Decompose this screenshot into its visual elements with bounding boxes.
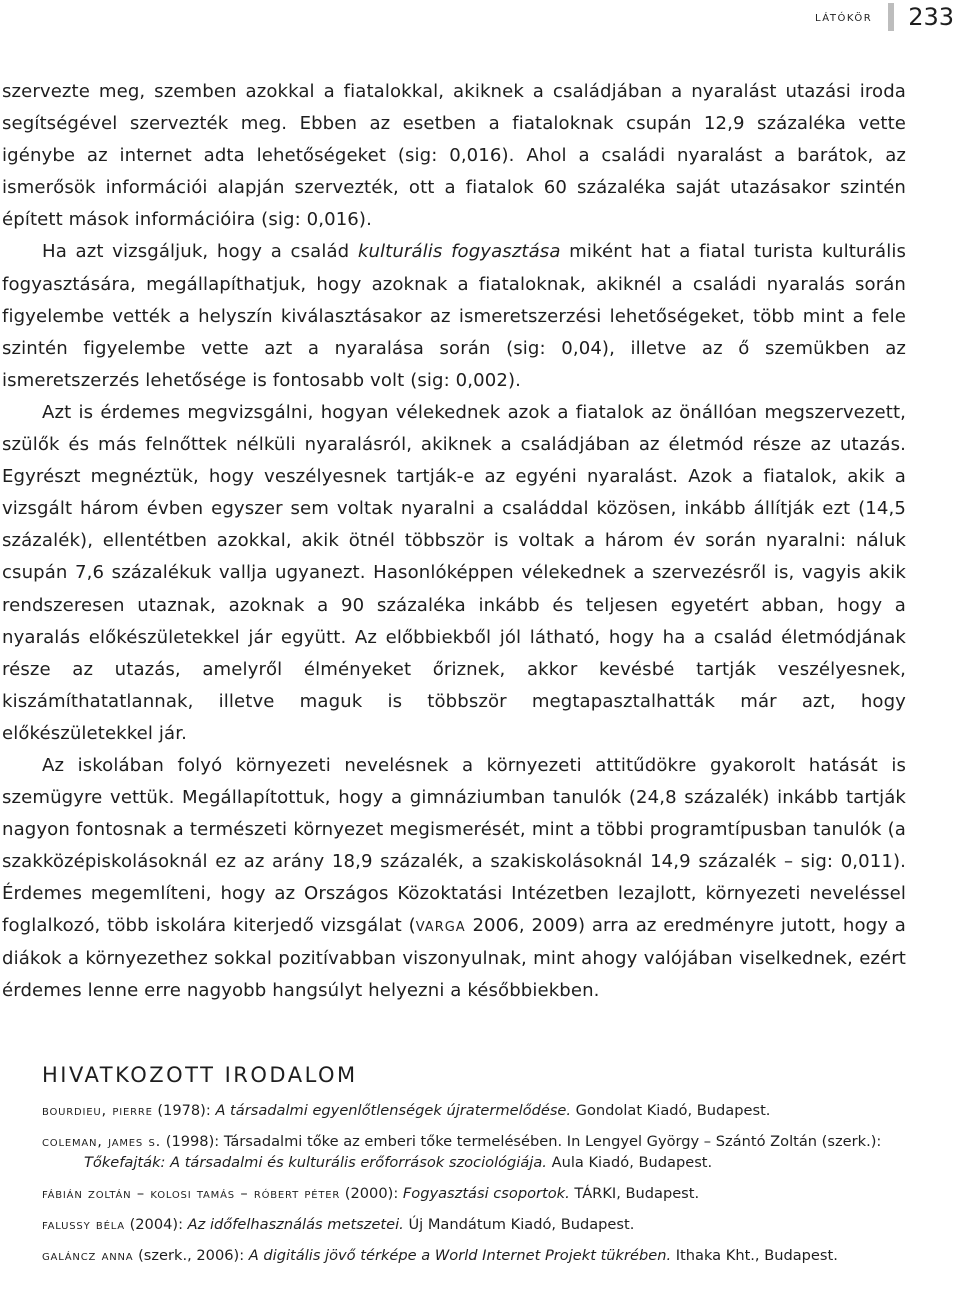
reference-entry	[42, 1131, 882, 1173]
reference-detail: (1978):	[152, 1102, 216, 1119]
paragraph-4-text-a: Az iskolában folyó környezeti nevelésnek a környezeti attitűdökre gyakorolt hatását is szemügyre vettük. Megállapítottuk, hogy a gimnáziumban tanulók (24,8 százalék) inkább tartják nagyon fontosnak a természeti környezet megismerését, mint a többi programtípusban tanulók (a szakközépiskolásoknál ez az arány 18,9 százalék, a szakiskolásoknál 14,9 százalék – sig: 0,011). Érdemes megemlíteni, hogy az Országos Közoktatási Intézetben lezajlott, környezeti neveléssel foglalkozó, több iskolára kiterjedő vizsgálat (	[2, 754, 906, 937]
reference-publisher: Gondolat Kiadó, Budapest.	[571, 1102, 771, 1119]
reference-author: fábián zoltán – kolosi tamás – róbert péter	[42, 1185, 341, 1202]
page-header	[815, 2, 960, 32]
reference-publisher: Új Mandátum Kiadó, Budapest.	[403, 1216, 635, 1233]
reference-author: falussy béla	[42, 1216, 125, 1233]
paragraph-2-text-a: Ha azt vizsgáljuk, hogy a család	[42, 241, 358, 263]
paragraph-4-text-b: 2006, 2009) arra az eredményre jutott, hogy a diákok a környezethez sokkal pozitívabban viszonyulnak, mint ahogy valójában viselkednek, ezért érdemes lenne erre nagyobb hangsúlyt helyezni a későbbiekben.	[2, 915, 906, 1001]
reference-entry	[42, 1245, 882, 1266]
body-text	[2, 76, 906, 1007]
running-head: látókör	[815, 9, 873, 25]
reference-title: A társadalmi egyenlőtlenségek újratermelődése.	[215, 1102, 572, 1119]
reference-author: galáncz anna	[42, 1247, 134, 1264]
header-divider	[888, 3, 894, 31]
reference-title: A digitális jövő térképe a World Internet Projekt tükrében.	[248, 1247, 672, 1264]
paragraph-3: Azt is érdemes megvizsgálni, hogyan vélekednek azok a fiatalok az önállóan megszervezett, szülők és más felnőttek nélküli nyaralásról, akiknek a családjában az életmód része az utazás. Egyrészt megnéztük, hogy veszélyesnek tartják-e az egyéni nyaralást. Azok a fiatalok, akik a vizsgált három évben egyszer sem voltak nyaralni a családdal közösen, inkább állítják ezt (14,5 százalék), ellentétben azokkal, akik ötnél többször is voltak a három év során nyaralni: náluk csupán 7,6 százalékuk vallja ugyanezt. Hasonlóképpen vélekednek a szervezésről is, vagyis akik rendszeresen utaznak, azoknak a 90 százaléka inkább és teljesen egyetért abban, hogy a nyaralás előkészületekkel jár együtt. Az előbbiekből jól látható, hogy ha a család életmódjának része az utazás, amelyről élményeket őriznek, akkor kevésbé tartják veszélyesnek, kiszámíthatatlannak, illetve maguk is többször megtapasztalhatták már azt, hogy előkészületekkel jár.	[2, 401, 906, 744]
reference-title: Tőkefajták: A társadalmi és kulturális erőforrások szociológiája.	[84, 1154, 547, 1171]
reference-author: coleman, james s.	[42, 1133, 162, 1150]
reference-publisher: Aula Kiadó, Budapest.	[546, 1154, 713, 1171]
page-number: 233	[908, 3, 954, 31]
reference-detail: (1998): Társadalmi tőke az emberi tőke termelésében. In Lengyel György – Szántó Zoltán (szerk.):	[161, 1133, 882, 1150]
reference-entry	[42, 1100, 882, 1121]
reference-title: Fogyasztási csoportok.	[402, 1185, 570, 1202]
paragraph-2-text-b: miként hat a fiatal turista kulturális fogyasztására, megállapíthatjuk, hogy azoknak a fiataloknak, akiknél a családi nyaralás során figyelembe vették a helyszín kiválasztásakor az ismeretszerzési lehetőségeket, több mint a fele szintén figyelembe vette azt a nyaralása során (sig: 0,04), illetve az ő szemükben az ismeretszerzés lehetősége is fontosabb volt (sig: 0,002).	[2, 241, 906, 391]
reference-publisher: TÁRKI, Budapest.	[569, 1185, 700, 1202]
references-list	[42, 1100, 882, 1276]
references-heading: HIVATKOZOTT IRODALOM	[42, 1063, 358, 1087]
reference-publisher: Ithaka Kht., Budapest.	[671, 1247, 838, 1264]
reference-detail: (szerk., 2006):	[133, 1247, 249, 1264]
paragraph-1: szervezte meg, szemben azokkal a fiatalokkal, akiknek a családjában a nyaralást utazási iroda segítségével szervezték meg. Ebben az esetben a fiataloknak csupán 12,9 százaléka vette igénybe az internet adta lehetőségeket (sig: 0,016). Ahol a családi nyaralást a barátok, az ismerősök információi alapján szervezték, ott a fiatalok 60 százaléka saját utazásakor szintén épített mások információira (sig: 0,016).	[2, 81, 906, 231]
reference-entry	[42, 1214, 882, 1235]
reference-title: Az időfelhasználás metszetei.	[187, 1216, 404, 1233]
paragraph-2-emphasis: kulturális fogyasztása	[357, 241, 561, 263]
reference-detail: (2004):	[124, 1216, 188, 1233]
reference-author: bourdieu, pierre	[42, 1102, 153, 1119]
paragraph-2	[2, 236, 906, 396]
reference-detail: (2000):	[340, 1185, 403, 1202]
reference-entry	[42, 1183, 882, 1204]
citation-author: varga	[415, 915, 466, 937]
paragraph-4	[2, 750, 906, 1007]
